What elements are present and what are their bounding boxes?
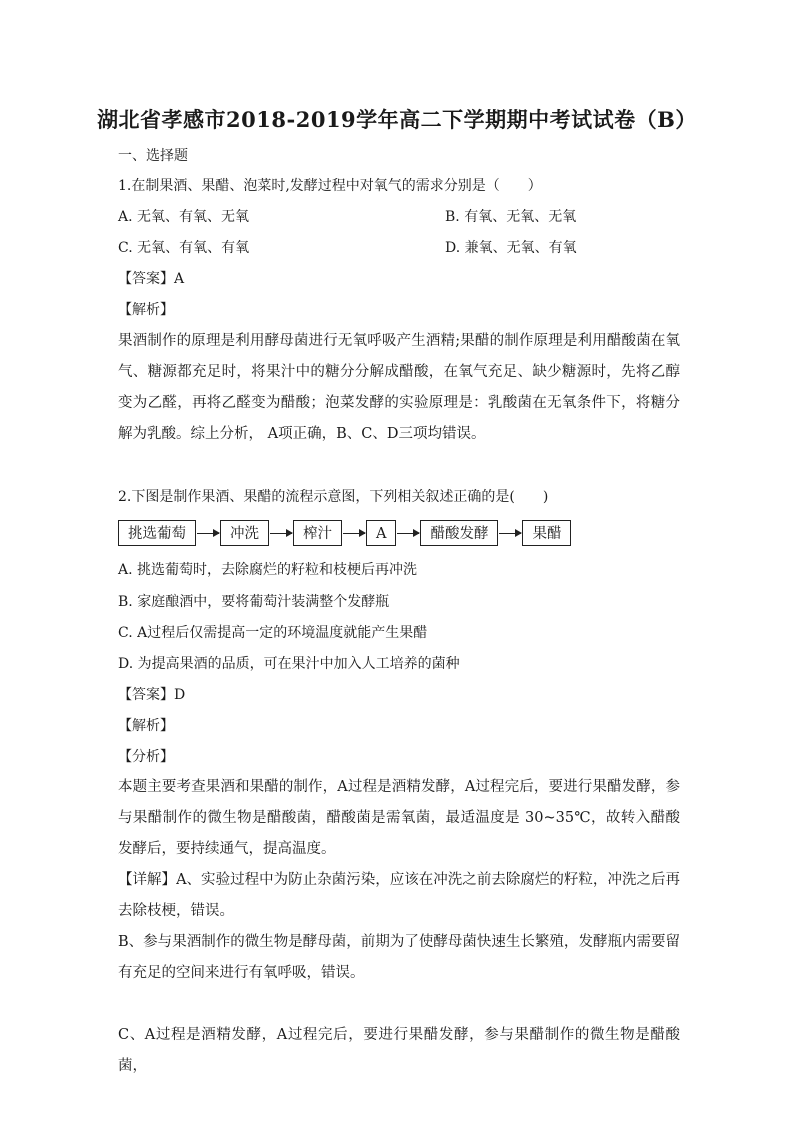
- question-2-fenxi-label: 【分析】: [118, 749, 174, 765]
- question-1-analysis: 果酒制作的原理是利用酵母菌进行无氧呼吸产生酒精;果醋的制作原理是利用醋酸菌在氧气、糖源都充足时，将果汁中的糖分分解成醋酸，在氧气充足、缺少糖源时，先将乙醇变为乙醛，再将乙醛变为醋酸；泡菜发酵的实验原理是：乳酸菌在无氧条件下，将糖分解为乳酸。综上分析， A项正确，B、C、D三项均错误。: [118, 333, 680, 442]
- question-2-analysis-label: 【解析】: [118, 718, 174, 734]
- question-2-answer: 【答案】D: [118, 687, 186, 703]
- question-1-stem: 1.在制果酒、果醋、泡菜时,发酵过程中对氧气的需求分别是（ ）: [118, 178, 542, 194]
- question-2-detail-label: 【详解】: [118, 872, 177, 888]
- section-heading: 一、选择题: [118, 148, 188, 164]
- question-2-detail-c: C、A过程是酒精发酵，A过程完后，要进行果醋发酵，参与果醋制作的微生物是醋酸菌，: [118, 1027, 680, 1074]
- flow-diagram: [118, 519, 571, 547]
- question-1-option-c: C. 无氧、有氧、有氧: [118, 240, 250, 256]
- flow-arrow-icon: [397, 533, 419, 534]
- page-title: 湖北省孝感市2018-2019学年高二下学期期中考试试卷（B）: [97, 107, 697, 132]
- question-1-option-a: A. 无氧、有氧、无氧: [118, 209, 250, 225]
- flow-arrow-icon: [197, 533, 219, 534]
- flow-step-acetic-fermentation: 醋酸发酵: [420, 520, 498, 546]
- question-1-answer: 【答案】A: [118, 271, 185, 287]
- question-2-stem: 2.下图是制作果酒、果醋的流程示意图，下列相关叙述正确的是( ): [118, 489, 549, 505]
- question-2-fenxi: 本题主要考查果酒和果醋的制作，A过程是酒精发酵，A过程完后，要进行果醋发酵，参与果醋制作的微生物是醋酸菌，醋酸菌是需氧菌，最适温度是 30~35℃，故转入醋酸发酵后，要持续通气，提高温度。: [118, 779, 680, 857]
- question-1-option-b: B. 有氧、无氧、无氧: [445, 209, 577, 225]
- question-2-detail-b: B、参与果酒制作的微生物是酵母菌，前期为了使酵母菌快速生长繁殖，发酵瓶内需要留有充足的空间来进行有氧呼吸，错误。: [118, 934, 680, 981]
- flow-step-select-grapes: 挑选葡萄: [118, 520, 196, 546]
- flow-step-rinse: 冲洗: [220, 520, 269, 546]
- flow-arrow-icon: [343, 533, 365, 534]
- question-2-option-c: C. A过程后仅需提高一定的环境温度就能产生果醋: [118, 625, 428, 641]
- question-1-option-d: D. 兼氧、无氧、有氧: [445, 240, 577, 256]
- flow-arrow-icon: [499, 533, 521, 534]
- question-2-option-b: B. 家庭酿酒中，要将葡萄汁装满整个发酵瓶: [118, 594, 390, 610]
- flow-arrow-icon: [270, 533, 292, 534]
- question-1-analysis-label: 【解析】: [118, 302, 174, 318]
- question-2-option-d: D. 为提高果酒的品质，可在果汁中加入人工培养的菌种: [118, 656, 460, 672]
- question-2-detail-a-text: A、实验过程中为防止杂菌污染，应该在冲洗之前去除腐烂的籽粒，冲洗之后再去除枝梗，错误。: [118, 872, 681, 919]
- flow-step-juice: 榨汁: [293, 520, 342, 546]
- flow-step-vinegar: 果醋: [522, 520, 571, 546]
- question-2-detail-a: [118, 865, 680, 927]
- question-2-option-a: A. 挑选葡萄时，去除腐烂的籽粒和枝梗后再冲洗: [118, 562, 418, 578]
- flow-step-a: A: [366, 520, 396, 546]
